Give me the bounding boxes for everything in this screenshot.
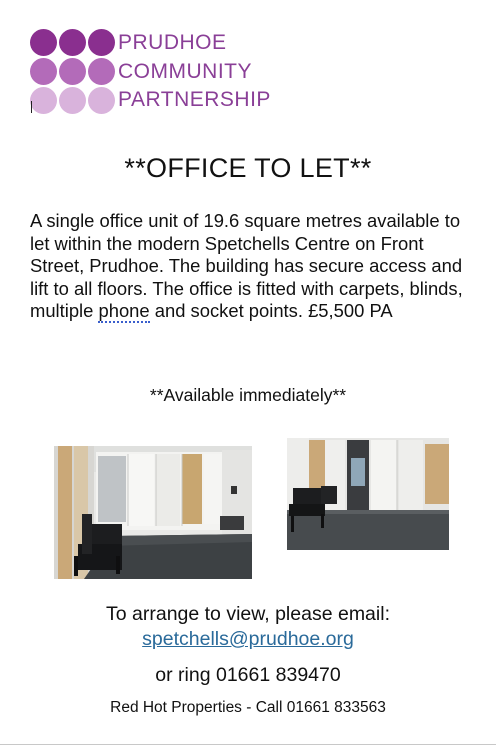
spellcheck-word: phone xyxy=(98,300,150,322)
logo-dot xyxy=(88,87,115,114)
logo-dot xyxy=(30,58,57,85)
description-text: A single office unit of 19.6 square metres available to let within the modern Spetchells Centre on Front Street, Prudhoe. The building has secure access and lift to all floors. The office is fitted with carpets, blinds, multiple xyxy=(30,210,463,322)
logo-line-2: COMMUNITY xyxy=(118,59,252,83)
office-photo-left xyxy=(54,446,252,579)
logo-text xyxy=(118,29,271,115)
email-prompt: To arrange to view, please email: xyxy=(106,603,390,625)
availability-note: **Available immediately** xyxy=(149,385,347,405)
page-title: **OFFICE TO LET** xyxy=(124,153,372,183)
office-photo-right xyxy=(287,438,449,550)
logo-line-1: PRUDHOE xyxy=(118,31,227,54)
logo-dot xyxy=(59,58,86,85)
logo-dots xyxy=(30,28,120,116)
text-cursor xyxy=(31,101,32,113)
logo-dot xyxy=(59,29,86,56)
phone-line: or ring 01661 839470 xyxy=(155,664,341,686)
email-link[interactable]: spetchells@prudhoe.org xyxy=(142,628,354,650)
logo-dot xyxy=(30,87,57,114)
logo-dot xyxy=(88,58,115,85)
page-bottom-divider xyxy=(0,744,496,745)
logo-dot xyxy=(59,87,86,114)
logo-line-3: PARTNERSHIP xyxy=(118,88,271,111)
description-text-end: and socket points. £5,500 PA xyxy=(149,300,393,322)
logo-dot xyxy=(88,29,115,56)
logo xyxy=(30,28,300,116)
agent-line: Red Hot Properties - Call 01661 833563 xyxy=(110,699,386,716)
logo-dot xyxy=(30,29,57,56)
description-paragraph xyxy=(30,210,480,323)
